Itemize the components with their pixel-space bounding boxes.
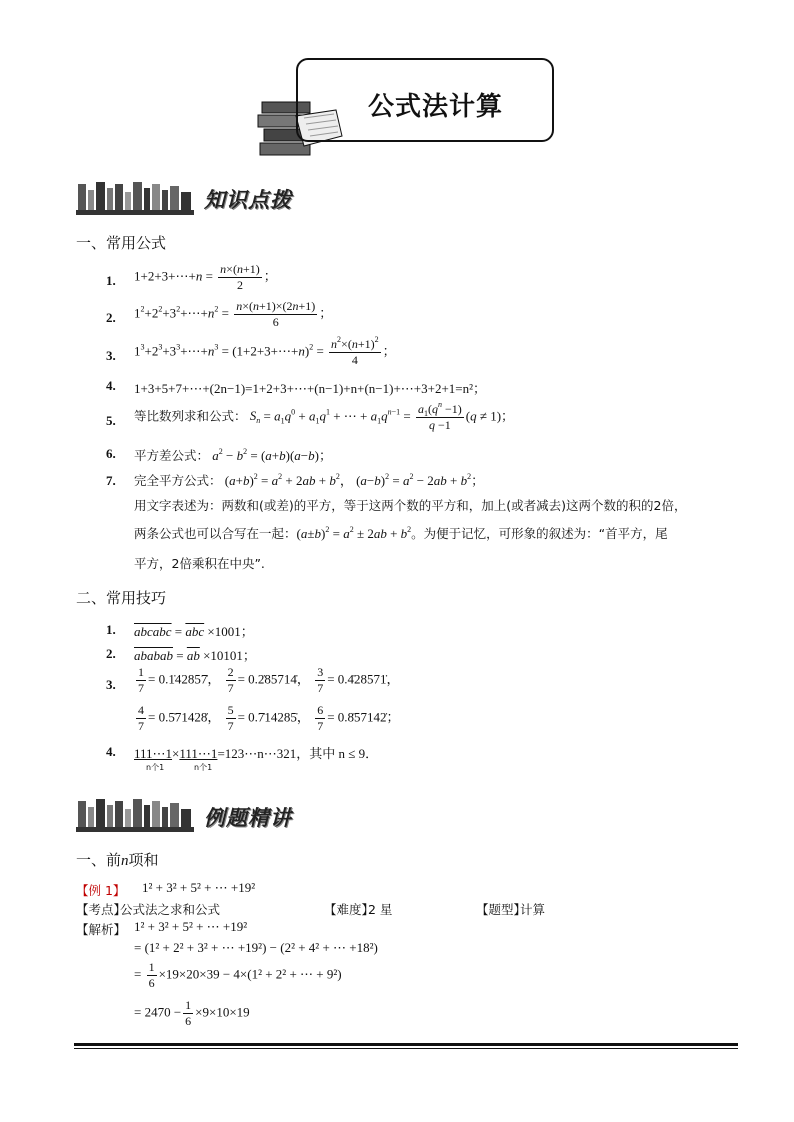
- trick-3-row-1: $\frac{1}{7}$ = 0.1̇42857̇， $\frac{2}{7}$ = 0.2̇85714̇， $\frac{3}{7}$ = 0.4̇28571̇，: [138, 665, 400, 695]
- formula-5-label: 等比数列求和公式：: [134, 408, 247, 424]
- trick-3-row-2: $\frac{4}{7}$ = 0.5̇71428̇， $\frac{5}{7}$ = 0.7̇14285̇， $\frac{6}{7}$ = 0.8̇57142̇；: [138, 703, 400, 733]
- analysis-line-2: = (1² + 2² + 3² + ⋯ +19²) − (2² + 4² + ⋯ +18²): [134, 940, 378, 955]
- topic-value: 公式法之求和公式: [120, 902, 221, 917]
- item-number: 4.: [106, 744, 116, 759]
- type-tag: 【题型】: [476, 902, 527, 917]
- trick-4-under-1: n个1: [146, 763, 165, 772]
- type-value: 计算: [520, 902, 546, 917]
- difficulty-value: 2 星: [368, 902, 393, 917]
- item-number: 1.: [106, 273, 116, 288]
- trick-1: abcabc = $\overline{abc} \times 1001$；: [134, 624, 254, 639]
- formula-3: $1^3+2^3+3^3+\cdots+n^3$ = (1+2+3+⋯+n)$^2$ = $\frac{n^2\times(n+1)^2}{4}$ ；: [134, 335, 396, 367]
- item-number: 7.: [106, 473, 116, 488]
- formula-7-label: 完全平方公式：: [134, 473, 222, 488]
- formula-4: 1+3+5+7+⋯+(2n−1)=1+2+3+⋯+(n−1)+n+(n−1)+⋯+3+2+1=n²；: [134, 381, 487, 396]
- banner-bars-icon: [76, 180, 194, 216]
- formula-7: 完全平方公式： $(a+b)^2 = a^2 + 2ab + b^2$， $(a-b)^2 = a^2 - 2ab + b^2$；: [134, 472, 485, 488]
- item-number: 1.: [106, 622, 116, 637]
- item-number: 2.: [106, 310, 116, 325]
- banner-bars-icon: [76, 797, 194, 833]
- topic-tag: 【考点】: [76, 902, 127, 917]
- formula-5: 等比数列求和公式： $S_n = a_1q^0 + a_1q^1$ + ⋯ + $a_1q^{n-1}$ = $\frac{a_1(q^n -1)}{q -1}$ (q ≠ 1)；: [134, 400, 515, 432]
- formula-7-text-1: 用文字表述为：两数和(或差)的平方，等于这两个数的平方和，加上(或者减去)这两个数的积的2倍，: [134, 498, 687, 513]
- formula-6: 平方差公式： $a^2 - b^2 = (a+b)(a-b)$；: [134, 447, 332, 463]
- footer-rule: [74, 1043, 738, 1046]
- difficulty-tag: 【难度】: [324, 902, 375, 917]
- item-number: 5.: [106, 413, 116, 428]
- section-first-n-terms: 一、前n项和: [76, 851, 159, 869]
- banner-graphic: [76, 180, 194, 216]
- item-number: 3.: [106, 348, 116, 363]
- section-common-formulas: 一、常用公式: [76, 234, 167, 252]
- footer-rule-thin: [74, 1048, 738, 1049]
- section-common-tricks: 二、常用技巧: [76, 589, 167, 607]
- trick-4-under-2: n个1: [194, 763, 213, 772]
- item-number: 4.: [106, 378, 116, 393]
- item-number: 6.: [106, 446, 116, 461]
- formula-6-label: 平方差公式：: [134, 448, 210, 463]
- page-title: 公式法计算: [368, 92, 504, 122]
- analysis-line-3: = $\frac{1}{6}$ ×19×20×39 − 4×(1² + 2² + ⋯ + 9²): [134, 960, 342, 990]
- formula-2: $1^2+2^2+3^2+\cdots+n^2$ = $\frac{n\times(n+1)\times(2n+1)}{6}$ ；: [134, 299, 333, 329]
- item-number: 2.: [106, 646, 116, 661]
- item-number: 3.: [106, 677, 116, 692]
- analysis-tag: 【解析】: [76, 922, 127, 937]
- analysis-line-4: = 2470 − $\frac{1}{6}$ ×9×10×19: [134, 998, 250, 1028]
- formula-1: 1+2+3+⋯+n = $\frac{n\times(n+1)}{2}$ ；: [134, 262, 277, 292]
- banner-examples: 例题精讲: [204, 806, 292, 830]
- formula-7-text-3: 平方，2倍乘积在中央”.: [134, 556, 265, 571]
- trick-4: 111⋯1×111⋯1=123⋯n⋯321，其中 n ≤ 9．: [134, 746, 379, 761]
- analysis-line-1: 1² + 3² + 5² + ⋯ +19²: [134, 919, 248, 934]
- formula-7-text-2: 两条公式也可以合写在一起：$(a\pm b)^2 = a^2 \pm 2ab + b^2$。为便于记忆，可形象的叙述为：“首平方，尾: [134, 525, 668, 541]
- banner-graphic: [76, 797, 194, 833]
- example-tag: 【例 1】: [76, 883, 126, 898]
- example-expression: 1² + 3² + 5² + ⋯ +19²: [142, 880, 256, 895]
- banner-knowledge: 知识点拨: [204, 188, 292, 212]
- trick-2: ababab = $\overline{ab} \times 10101$；: [134, 648, 256, 663]
